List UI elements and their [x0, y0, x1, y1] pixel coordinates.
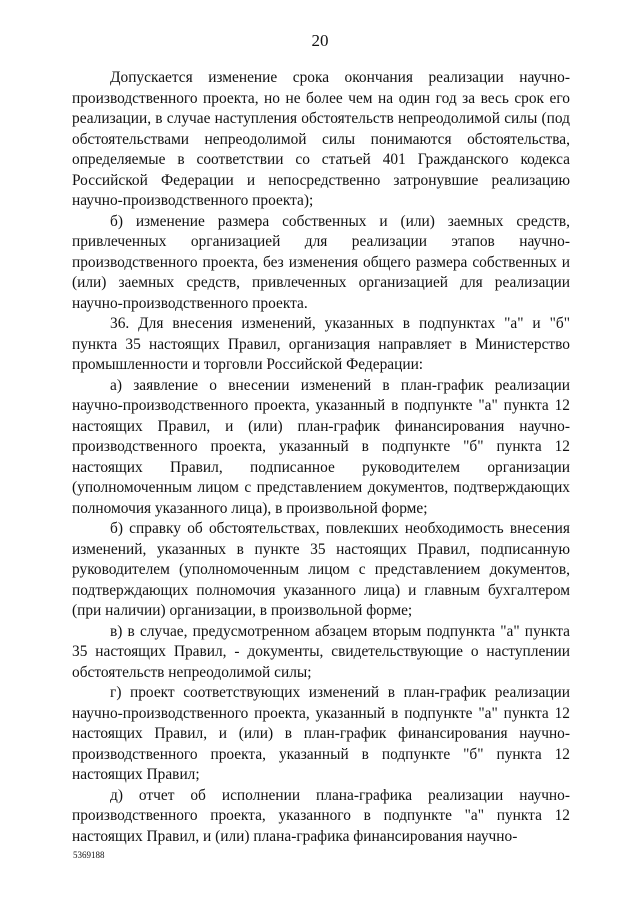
document-code: 5369188 [73, 850, 105, 860]
body-text [72, 68, 570, 847]
paragraph-deadline-extension: Допускается изменение срока окончания реализации научно-производственного проекта, но не более чем на один год за весь срок его реализации, в случае наступления обстоятельств непреодолимой силы (под обстоятельствами непреодолимой силы понимаются обстоятельства, определяемые в соответствии со статьей 401 Гражданского кодекса Российской Федерации и непосредственно затронувшие реализацию научно-производственного проекта); [72, 69, 570, 209]
paragraph-item-v-force-majeure: в) в случае, предусмотренном абзацем вторым подпункта "а" пункта 35 настоящих Правил, - документы, свидетельствующие о наступлении обстоятельств непреодолимой силы; [72, 622, 570, 681]
paragraph-item-g-draft-changes: г) проект соответствующих изменений в план-график реализации научно-производственного проекта, указанный в подпункте "а" пункта 12 настоящих Правил, и (или) в план-график финансирования научно-производственного проекта, указанный в подпункте "б" пункта 12 настоящих Правил; [72, 684, 570, 783]
paragraph-clause-36: 36. Для внесения изменений, указанных в подпунктах "а" и "б" пункта 35 настоящих Правил, организация направляет в Министерство промышленности и торговли Российской Федерации: [72, 315, 570, 373]
paragraph-item-a-application: а) заявление о внесении изменений в план-график реализации научно-производственного проекта, указанный в подпункте "а" пункта 12 настоящих Правил, и (или) план-график финансирования научно-производственного проекта, указанный в подпункте "б" пункта 12 настоящих Правил, подписанное руководителем организации (уполномоченным лицом с представлением документов, подтверждающих полномочия указанного лица), в произвольной форме; [72, 376, 570, 517]
paragraph-item-b-certificate: б) справку об обстоятельствах, повлекших необходимость внесения изменений, указанных в пункте 35 настоящих Правил, подписанную руководителем (уполномоченным лицом с представлением документов, подтверждающих полномочия указанного лица) и главным бухгалтером (при наличии) организации, в произвольной форме; [72, 520, 570, 619]
page-number: 20 [311, 31, 329, 50]
paragraph-item-d-report: д) отчет об исполнении плана-графика реализации научно-производственного проекта, указанного в подпункте "а" пункта 12 настоящих Правил, и (или) плана-графика финансирования научно- [72, 786, 570, 845]
paragraph-item-b-funds: б) изменение размера собственных и (или) заемных средств, привлеченных организацией для реализации этапов научно-производственного проекта, без изменения общего размера собственных и (или) заемных средств, привлеченных организацией для реализации научно-производственного проекта. [72, 212, 570, 312]
